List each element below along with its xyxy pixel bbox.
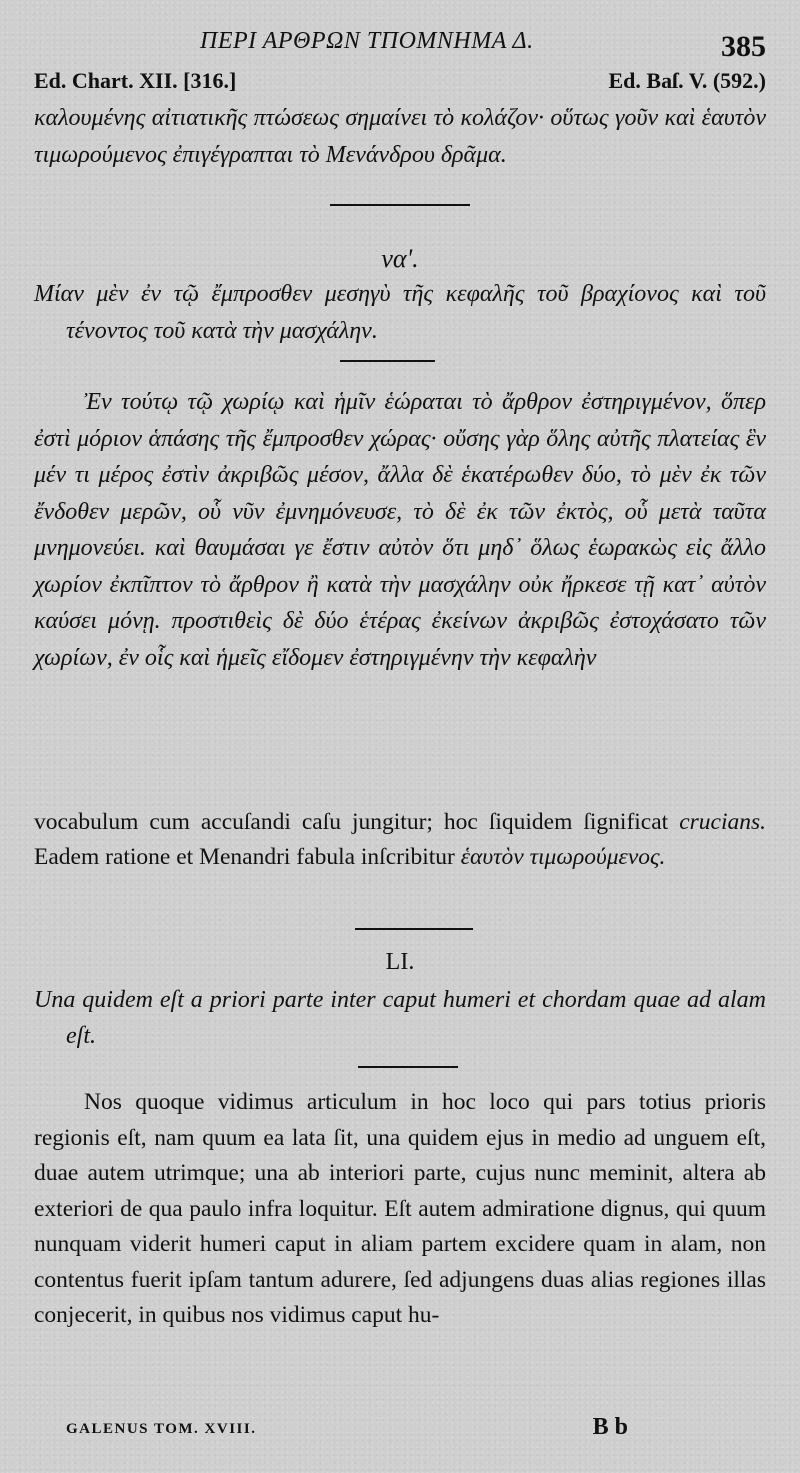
greek-intro-paragraph: καλουμένης αἰτιατικῆς πτώσεως σημαίνει τὸ κολάζον· οὕτως γοῦν καὶ ἑαυτὸν τιμωρούμενος ἐπιγέγραπται τὸ Μενάνδρου δρᾶμα. [34, 105, 766, 168]
greek-lemma-block [34, 276, 766, 349]
latin-intro-block [34, 805, 766, 874]
greek-commentary-block [34, 384, 766, 676]
latin-commentary-block [34, 1085, 766, 1334]
greek-lemma: Μίαν μὲν ἐν τῷ ἔμπροσθεν μεσηγὺ τῆς κεφαλῆς τοῦ βραχίονος καὶ τοῦ τένοντος τοῦ κατὰ τὴν μασχάλην. [34, 281, 766, 344]
running-title: ΠΕΡΙ ΑΡΘΡΩΝ ΤΠΟΜΝΗΜΑ Δ. [200, 28, 534, 54]
edition-reference-right: Ed. Baſ. V. (592.) [608, 68, 766, 93]
latin-intro-word: crucians. [679, 809, 766, 835]
greek-intro-block [34, 100, 766, 173]
latin-section-number: LI. [385, 949, 415, 975]
latin-intro-text-a: vocabulum cum accuſandi caſu jungitur; hoc ſiquidem ſignificat [34, 809, 680, 835]
latin-section-divider [355, 928, 473, 930]
latin-intro-text-b: Eadem ratione et Menandri fabula inſcribitur [34, 843, 461, 870]
latin-commentary: Nos quoque vidimus articulum in hoc loco qui pars totius prioris regionis eſt, nam quum ea lata ſit, una quidem ejus in medio ad unguem eſt, duae autem utrimque; una ab interiori parte, cujus nunc meminit, altera ab exteriori de qua paulo infra loquitur. Eſt autem admiratione dignus, qui quum nunquam viderit humeri caput in aliam partem excidere quam in alam, non contentus fuerit ipſam tantum adurere, ſed adjungens duas alias regiones illas conjecerit, in quibus nos vidimus caput hu- [34, 1089, 766, 1328]
edition-reference-left: Ed. Chart. XII. [316.] [34, 68, 237, 93]
page-number: 385 [721, 30, 766, 63]
lemma-divider [340, 360, 435, 362]
latin-intro-greek: ἑαυτὸν τιμωρούμενος. [460, 843, 666, 870]
greek-commentary: Ἐν τούτῳ τῷ χωρίῳ καὶ ἡμῖν ἑώραται τὸ ἄρθρον ἐστηριγμένον, ὅπερ ἐστὶ μόριον ἁπάσης τῆς ἔμπροσθεν χώρας· οὔσης γὰρ ὅλης αὐτῆς πλατείας ἓν μέν τι μέρος ἐστὶν ἀκριβῶς μέσον, ἄλλα δὲ ἑκατέρωθεν δύο, τὸ μὲν ἐκ τῶν ἔνδοθεν μερῶν, οὗ νῦν ἐμνημόνευσε, τὸ δὲ ἐκ τῶν ἐκτὸς, οὗ μετὰ ταῦτα μνημονεύει. καὶ θαυμάσαι γε ἔστιν αὐτὸν ὅτι μηδ᾽ ὅλως ἑωρακὼς εἰς ἄλλο χωρίον ἐκπῖπτον τὸ ἄρθρον ἢ κατὰ τὴν μασχάλην οὐκ ἤρκεσε τῇ κατ᾽ αὐτὸν καύσει μόνῃ. προστιθεὶς δὲ δύο ἑτέρας ἐκείνων ἀκριβῶς ἐστοχάσατο τῶν χωρίων, ἐν οἷς καὶ ἡμεῖς εἴδομεν ἐστηριγμένην τὴν κεφαλὴν [34, 389, 766, 671]
latin-lemma-divider [358, 1066, 458, 1068]
latin-lemma-block [34, 982, 766, 1054]
signature-line: GALENUS TOM. XVIII. [66, 1421, 257, 1437]
latin-lemma: Una quidem eſt a priori parte inter caput humeri et chordam quae ad alam eſt. [34, 987, 766, 1049]
latin-intro-paragraph [34, 805, 766, 874]
gathering-mark: B b [592, 1414, 628, 1440]
greek-section-number: να'. [381, 244, 419, 273]
section-divider [330, 204, 470, 206]
